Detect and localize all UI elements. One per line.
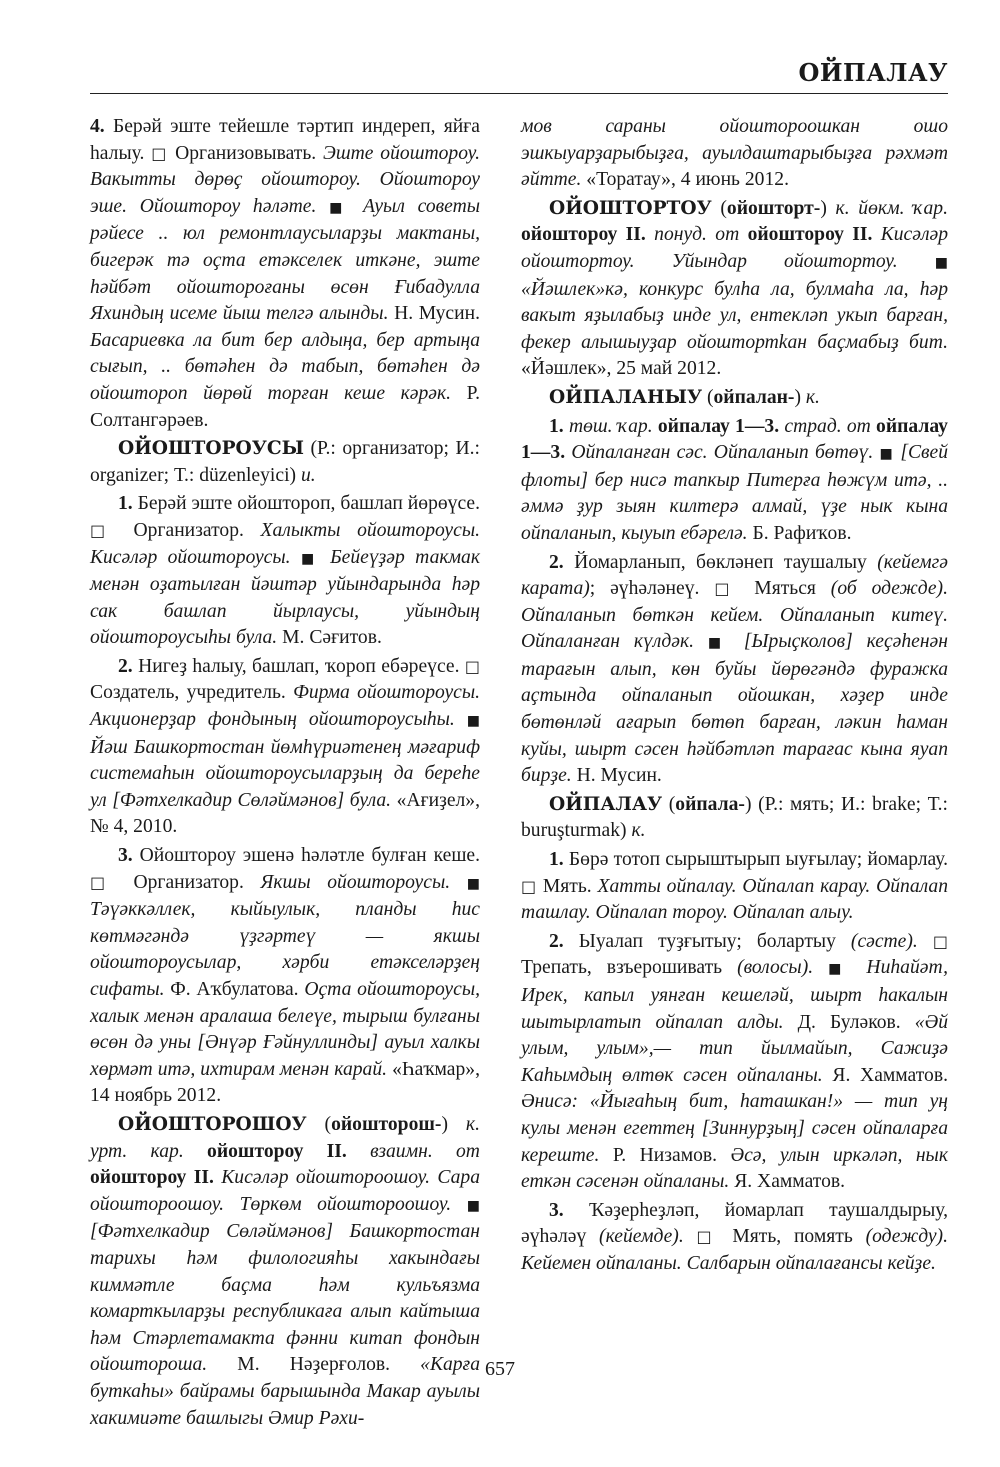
dictionary-headword-entry: ОЙПАЛАУ (ойпала-) (Р.: мять; И.: brake; Т.: buruşturmak) к. <box>521 793 948 842</box>
dictionary-paragraph: 3. Ҡәҙерһеҙләп, йомарлап таушалдырыу, әүһәләү (кейемде). □ Мять, помять (одежду). Кейемен ойпаланы. Салбарын ойпалағансы кейҙе. <box>521 1199 948 1274</box>
dictionary-paragraph: 4. Берәй эште тейешле тәртип индереп, яйға һалыу. □ Организовывать. Эште ойоштороу. Вакытты дөрөҫ ойоштороу. Ойоштороу эше. Ойоштороу һәләте. ■ Ауыл советы рәйесе .. юл ремонтлаусыларҙы мактаны, бигерәк тә оҫта етәкселек иткәне, эште һәйбәт ойоштороғаны өсөн Ғибадулла Яхиндың исеме йыш телгә алынды. Н. Мусин. Басариевка ла бит бер алдыңа, бер артыңа сығып, .. бөтәһен дә табып, бөтәһен дә ойоштороп йөрөй торған кеше кәрәк. Р. Солтангәрәев. <box>90 116 480 431</box>
dictionary-paragraph: 2. Ыуалап туҙғытыу; болартыу (сәсте). □ Трепать, взъерошивать (волосы). ■ Ниһайәт, Ирек, капыл уянған кешеләй, шырт һакалын шытырлатып ойпалап алды. Д. Буләков. «Әй улым, улым»,— тип йылмайып, Сажиҙә Каһымдың өлтөк сәсен ойпаланы. Я. Хамматов. Әнисә: «Йығаһың бит, һаташкан!» — тип уң кулы менән егеттең [Зиннурҙың] сәсен ойпаларға кереште. Р. Низамов. Әсә, улын иркәләп, нык еткән сәсенән ойпаланы. Я. Хамматов. <box>521 930 949 1193</box>
dictionary-paragraph: 1. төш. ҡар. ойпалау 1—3. страд. от ойпалау 1—3. Ойпаланған сәс. Ойпаланып бөтөү. ■ [Свей флоты] бер нисә тапкыр Питерға һөжүм итә, .. әммә ҙур зыян килтерә алмай, үҙе нык кына ойпаланып, кыуып ебәрелә. Б. Рафиҡов. <box>521 415 949 544</box>
right-column <box>521 114 948 1280</box>
dictionary-paragraph: 1. Берәй эште ойоштороп, башлап йөрөүсе. □ Организатор. Халыкты ойоштороусы. Кисәләр ойоштороусы. ■ Бейеүҙәр такмак менән оҙатылған йәштәр уйындарында һәр сак башлап йырлаусы, уйындың ойоштороусыһы була. М. Сәғитов. <box>90 493 480 649</box>
header-rule <box>90 93 948 94</box>
dictionary-paragraph: 3. Ойоштороу эшенә һәләтле булған кеше. □ Организатор. Якшы ойоштороусы. ■ Тәүәккәллек, кыйыулык, планды һис көтмәгәндә үҙгәртеү — якшы ойоштороусылар, хәрби етәкселәрҙең сифаты. Ф. Аҡбулатова. Оҫта ойоштороусы, халык менән аралаша белеүе, тырыш булғаны өсөн дә уны [Әнүәр Ғәйнуллинды] ауыл халкы хөрмәт итә, ихтирам менән карай. «Һаҡмар», 14 ноябрь 2012. <box>90 845 480 1107</box>
running-head: ОЙПАЛАУ <box>798 58 948 87</box>
dictionary-headword-entry: ОЙОШТОРОУСЫ (Р.: организатор; И.: organizer; Т.: düzenleyici) и. <box>90 438 480 486</box>
dictionary-paragraph: 1. Бөрә тотоп сырыштырып ыуғылау; йомарлау. □ Мять. Хатты ойпалау. Ойпалап карау. Ойпалап ташлау. Ойпалап тороу. Ойпалап алыу. <box>521 849 948 924</box>
dictionary-headword-entry: ОЙОШТОРТОУ (ойошторт-) к. йөкм. ҡар. ойоштороу II. понуд. от ойоштороу II. Кисәләр ойоштортоу. Уйындар ойоштортоу. ■ «Йәшлек»кә, конкурс булһа ла, булмаһа ла, һәр вакыт яҙылабыҙ инде ул, ентекләп укып барған, фекер алышыуҙар ойоштортkан баҫмабыҙ бит. «Йәшлек», 25 май 2012. <box>521 197 948 380</box>
dictionary-paragraph: 2. Йомарланып, бөкләнеп таушалыу (кейемгә карата); әүһәләнеү. □ Мяться (об одежде). Ойпаланып бөткән кейем. Ойпаланып китеү. Ойпаланған күлдәк. ■ [Ырыҫколов] кеҫәһенән тарағын алып, көн буйы йөрөгәндә фуражка аҫтында ойпаланып ойошкан, хәҙер инде бөтөнләй ағарып бөтөп барған, ләкин һаман куйы, шырт сәсен һәйбәтләп тарағас кына яуап бирҙе. Н. Мусин. <box>521 551 948 787</box>
dictionary-headword-entry: ОЙОШТОРОШОУ (ойошторош-) к. урт. кар. ойоштороу II. взаимн. от ойоштороу II. Кисәләр ойоштороошоу. Сара ойоштороошоу. Төркөм ойоштороошоу. ■ [Фәтхелкадир Сөләймәнов] Башкортостан тарихы һәм филологияһы хакындағы киммәтле баҫма һәм кульъязма комарткыларҙы республикаға алып кайтыша һәм Стәрлетамакта фәнни китап фондын ойоштороша. М. Нәҙерғолов. «Карға буткаһы» байрамы барышында Макар ауылы хакимиәте башлыгы Әмир Рәхи- <box>90 1113 481 1429</box>
dictionary-paragraph: мов сараны ойоштороошкан ошо эшкыуарҙарыбыҙға, ауылдаштарыбыҙға рәхмәт әйтте. «Торатау», 4 июнь 2012. <box>521 116 948 191</box>
page-number: 657 <box>485 1358 515 1380</box>
dictionary-headword-entry: ОЙПАЛАНЫУ (ойпалан-) к. <box>549 386 820 408</box>
dictionary-paragraph: 2. Нигеҙ һалыу, башлап, ҡороп ебәреүсе. □ Создатель, учредитель. Фирма ойоштороусы. Акционерҙар фондының ойоштороусыһы. ■ Йәш Башкортостан йөмһүриәтенең мәғариф системаһын ойоштороусыларҙың да береһе ул [Фәтхелкадир Сөләймәнов] була. «Ағиҙел», № 4, 2010. <box>90 655 481 838</box>
left-column <box>90 114 480 1434</box>
